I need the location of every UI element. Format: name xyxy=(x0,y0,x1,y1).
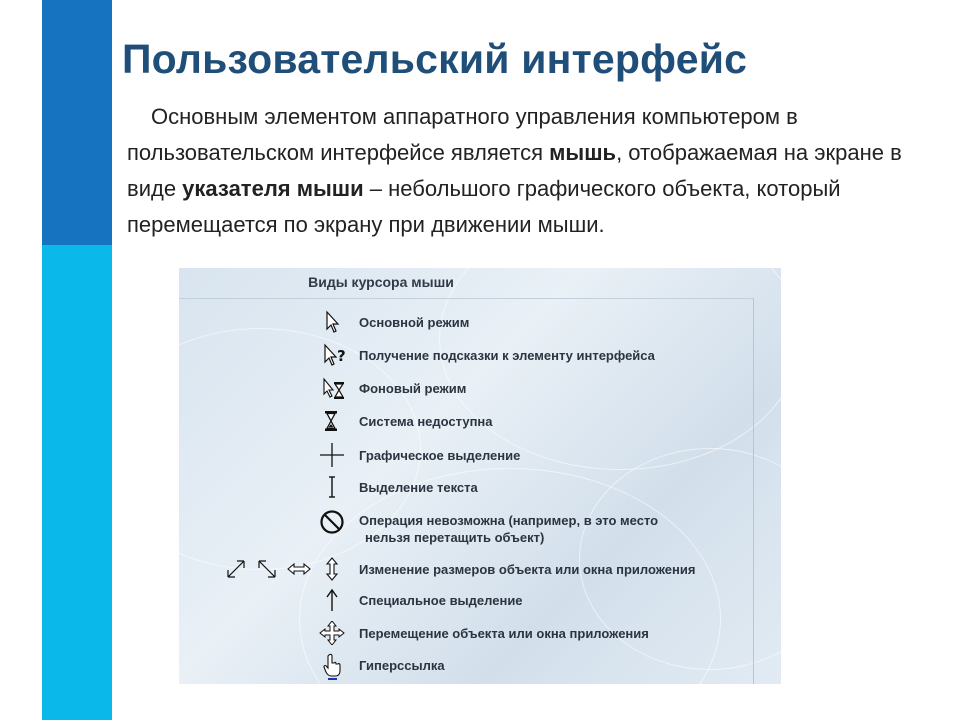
body-paragraph xyxy=(127,99,942,243)
resize-arrows-group xyxy=(225,557,315,581)
move-icon xyxy=(319,621,345,645)
background-busy-icon xyxy=(319,376,345,400)
arrow-pointer-icon xyxy=(319,310,345,334)
cursor-label: Операция невозможна (например, в это место xyxy=(359,513,659,528)
help-pointer-icon xyxy=(319,343,345,367)
cursor-row xyxy=(179,621,781,645)
figure-title: Виды курсора мыши xyxy=(308,274,454,290)
cursor-label: Гиперссылка xyxy=(359,658,445,673)
cursor-label: Система недоступна xyxy=(359,414,493,429)
not-allowed-icon xyxy=(319,509,345,533)
paragraph-part-1: Основным элементом аппаратного управления компьютером в пользовательском интерфейсе является xyxy=(127,104,798,165)
hourglass-icon xyxy=(319,409,345,433)
up-arrow-icon xyxy=(319,588,345,612)
cursor-row xyxy=(179,475,781,499)
paragraph-part-3: – небольшого графического объекта, который перемещается по экрану при движении мыши. xyxy=(127,176,841,237)
cursor-label: Фоновый режим xyxy=(359,381,467,396)
crosshair-icon xyxy=(319,443,345,467)
cursor-row xyxy=(179,653,781,677)
cursor-label-line-2: нельзя перетащить объект) xyxy=(365,530,545,545)
accent-bar-bottom xyxy=(42,245,112,720)
resize-vertical-icon xyxy=(319,557,345,581)
cursor-row xyxy=(179,443,781,467)
cursor-label: Специальное выделение xyxy=(359,593,523,608)
cursor-label: Выделение текста xyxy=(359,480,478,495)
hand-pointer-icon xyxy=(319,653,345,677)
cursor-row xyxy=(179,310,781,334)
resize-diagonal-ne-icon xyxy=(228,561,244,577)
cursor-types-figure xyxy=(179,268,781,684)
svg-text:?: ? xyxy=(337,347,346,365)
cursor-row xyxy=(179,509,781,549)
cursor-label: Основной режим xyxy=(359,315,470,330)
paragraph-part-2: , отображаемая на экране в виде xyxy=(127,140,902,201)
paragraph-bold-mouse: мышь xyxy=(549,140,617,165)
text-ibeam-icon xyxy=(319,475,345,499)
cursor-label: Получение подсказки к элементу интерфейса xyxy=(359,348,655,363)
resize-horizontal-icon xyxy=(288,564,310,574)
paragraph-bold-pointer: указателя мыши xyxy=(182,176,364,201)
cursor-row xyxy=(179,557,781,581)
cursor-label: Изменение размеров объекта или окна приложения xyxy=(359,562,696,577)
cursor-label: Графическое выделение xyxy=(359,448,521,463)
cursor-row xyxy=(179,376,781,400)
cursor-row xyxy=(179,409,781,433)
cursor-label: Перемещение объекта или окна приложения xyxy=(359,626,649,641)
accent-bar-top xyxy=(42,0,112,245)
resize-diagonal-nw-icon xyxy=(259,561,275,577)
cursor-row xyxy=(179,343,781,367)
slide-title: Пользовательский интерфейс xyxy=(122,36,748,82)
cursor-row xyxy=(179,588,781,612)
